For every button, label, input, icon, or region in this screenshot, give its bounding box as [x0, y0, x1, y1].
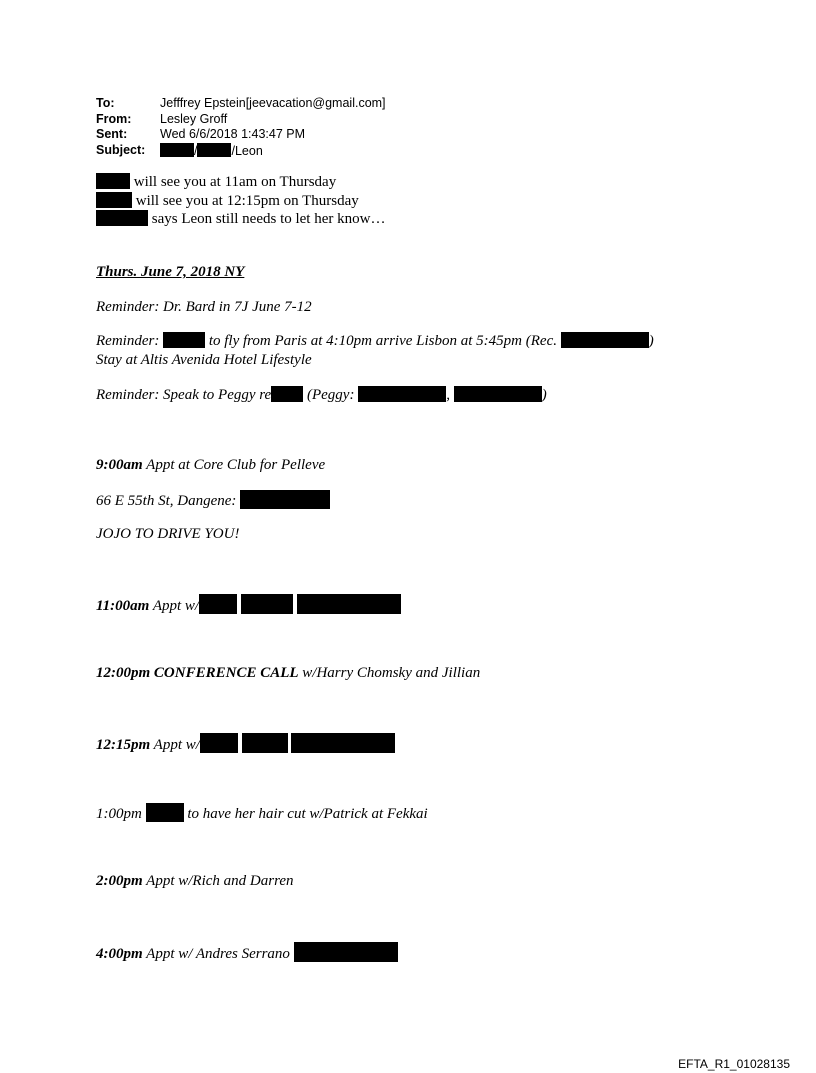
reminder-text: ): [541, 387, 547, 403]
reminder-line: [96, 332, 654, 351]
redaction-box: [271, 386, 303, 402]
redaction-box: [200, 733, 238, 753]
event-text: Appt w/: [153, 737, 200, 753]
subject-separator: /Leon: [231, 143, 263, 158]
redaction-box: [160, 143, 194, 157]
reminder-line: [96, 386, 547, 405]
reminder-line: Reminder: Dr. Bard in 7J June 7-12: [96, 299, 312, 315]
event-text: Appt at Core Club for Pelleve: [146, 457, 326, 473]
from-row: [96, 112, 386, 128]
redaction-box: [96, 210, 148, 226]
event-time: 4:00pm: [96, 946, 143, 962]
redaction-box: [358, 386, 446, 402]
redaction-box: [240, 490, 330, 509]
reminder-text: ,: [446, 387, 450, 403]
reminder-line: Stay at Altis Avenida Hotel Lifestyle: [96, 352, 312, 368]
redaction-box: [297, 594, 401, 614]
event-time: 2:00pm: [96, 873, 143, 889]
event-text: w/Harry Chomsky and Jillian: [302, 665, 481, 681]
redaction-box: [163, 332, 205, 348]
sent-value: Wed 6/6/2018 1:43:47 PM: [160, 127, 306, 141]
event-line: [96, 594, 401, 616]
event-text: Appt w/Rich and Darren: [146, 873, 294, 889]
redaction-box: [96, 192, 132, 208]
to-row: [96, 96, 386, 112]
redaction-box: [199, 594, 237, 614]
intro-line: [96, 192, 385, 211]
redaction-box: [146, 803, 184, 822]
event-line: [96, 733, 395, 755]
from-label: From:: [96, 111, 132, 126]
intro-text: will see you at 11am on Thursday: [133, 174, 337, 190]
redaction-box: [96, 173, 130, 189]
event-line: [96, 490, 330, 511]
redaction-box: [197, 143, 231, 157]
from-value: Lesley Groff: [160, 111, 228, 126]
date-heading: Thurs. June 7, 2018 NY: [96, 264, 245, 280]
intro-line: [96, 173, 385, 192]
event-title: CONFERENCE CALL: [153, 665, 299, 681]
sent-row: [96, 127, 386, 143]
event-line: [96, 456, 325, 475]
reminder-text: ): [648, 333, 654, 349]
event-text: Appt w/ Andres Serrano: [146, 946, 290, 962]
reminder-text: to fly from Paris at 4:10pm arrive Lisbon at 5:45pm (Rec.: [208, 333, 557, 349]
subject-label: Subject:: [96, 142, 146, 157]
event-line: [96, 664, 480, 683]
event-text: Appt w/: [152, 598, 200, 614]
event-line: [96, 803, 428, 824]
redaction-box: [291, 733, 395, 753]
email-header: [96, 96, 386, 159]
reminder-text: Reminder: Speak to Peggy re: [96, 387, 272, 403]
event-line: [96, 942, 398, 964]
intro-text: will see you at 12:15pm on Thursday: [135, 192, 359, 209]
event-time: 1:00pm: [96, 806, 142, 822]
intro-line: [96, 210, 385, 229]
event-text: to have her hair cut w/Patrick at Fekkai: [187, 806, 428, 822]
event-time: 12:15pm: [96, 737, 151, 753]
event-note: JOJO TO DRIVE YOU!: [96, 526, 240, 542]
event-time: 11:00am: [96, 598, 150, 614]
to-label: To:: [96, 96, 115, 110]
email-body-intro: [96, 173, 385, 229]
event-time: 9:00am: [96, 457, 143, 473]
event-line: [96, 872, 294, 891]
subject-row: [96, 143, 386, 160]
intro-text: says Leon still needs to let her know…: [151, 211, 386, 227]
redaction-box: [241, 594, 293, 614]
document-id: EFTA_R1_01028135: [678, 1057, 790, 1071]
event-time: 12:00pm: [96, 665, 151, 681]
redaction-box: [242, 733, 288, 753]
redaction-box: [454, 386, 542, 402]
redaction-box: [561, 332, 649, 348]
subject-value: [160, 143, 263, 160]
to-value: Jefffrey Epstein[jeevacation@gmail.com]: [160, 96, 386, 110]
reminder-text: Reminder:: [96, 333, 160, 349]
sent-label: Sent:: [96, 127, 128, 141]
redaction-box: [294, 942, 398, 962]
reminder-text: (Peggy:: [306, 387, 355, 403]
subject-separator: /: [194, 143, 198, 158]
event-text: 66 E 55th St, Dangene:: [96, 493, 237, 509]
